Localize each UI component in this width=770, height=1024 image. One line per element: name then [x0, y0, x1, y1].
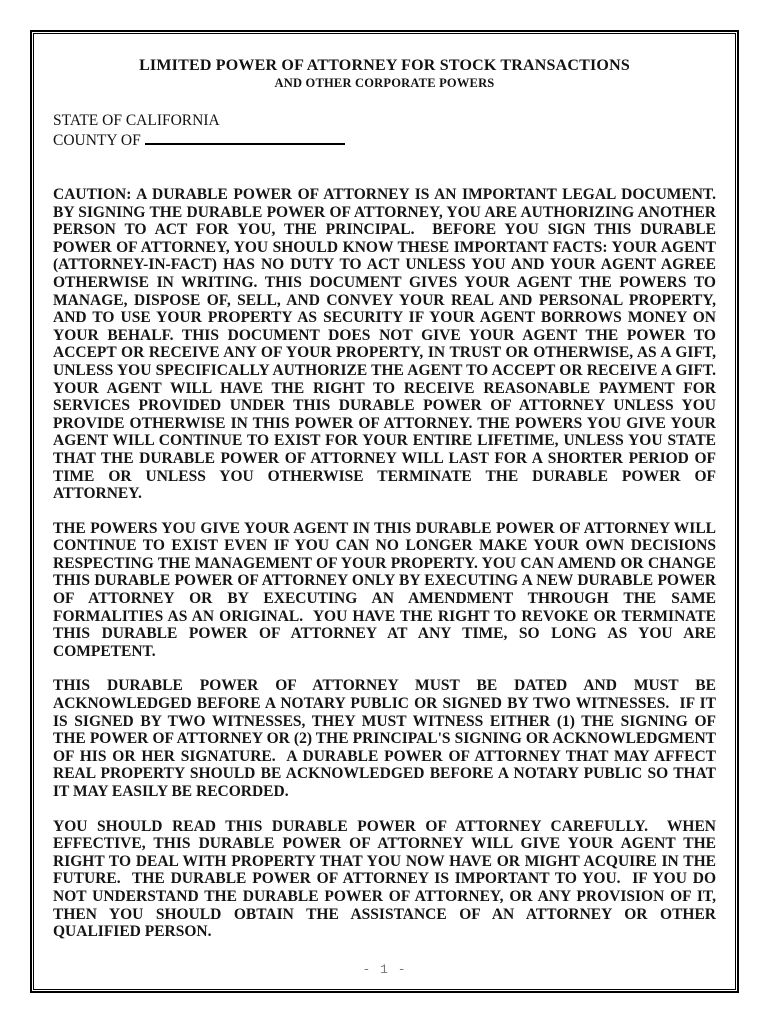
county-fill-in-line[interactable]: [145, 131, 345, 145]
document-subtitle: AND OTHER CORPORATE POWERS: [274, 76, 495, 90]
document-page-inner-border: [33, 33, 736, 990]
body-text: [53, 186, 720, 958]
jurisdiction-block: [53, 111, 716, 150]
document-page: [34, 34, 735, 989]
county-line: [53, 131, 716, 151]
document-title: LIMITED POWER OF ATTORNEY FOR STOCK TRANSACTIONS: [139, 57, 630, 74]
state-line: STATE OF CALIFORNIA: [53, 112, 220, 129]
read-carefully-paragraph: YOU SHOULD READ THIS DURABLE POWER OF ATTORNEY CAREFULLY. WHEN EFFECTIVE, THIS DURABLE POWER OF ATTORNEY WILL GIVE YOUR AGENT THE RIGHT TO DEAL WITH PROPERTY THAT YOU NOW HAVE OR MIGHT ACQUIRE IN THE FUTURE. THE DURABLE POWER OF ATTORNEY IS IMPORTANT TO YOU. IF YOU DO NOT UNDERSTAND THE DURABLE POWER OF ATTORNEY, OR ANY PROVISION OF IT, THEN YOU SHOULD OBTAIN THE ASSISTANCE OF AN ATTORNEY OR OTHER QUALIFIED PERSON.: [53, 817, 720, 941]
notary-witnesses-paragraph: THIS DURABLE POWER OF ATTORNEY MUST BE DATED AND MUST BE ACKNOWLEDGED BEFORE A NOTARY PUBLIC OR SIGNED BY TWO WITNESSES. IF IT IS SIGNED BY TWO WITNESSES, THEY MUST WITNESS EITHER (1) THE SIGNING OF THE POWER OF ATTORNEY OR (2) THE PRINCIPAL'S SIGNING OR ACKNOWLEDGMENT OF HIS OR HER SIGNATURE. A DURABLE POWER OF ATTORNEY THAT MAY AFFECT REAL PROPERTY SHOULD BE ACKNOWLEDGED BEFORE A NOTARY PUBLIC SO THAT IT MAY EASILY BE RECORDED.: [53, 677, 720, 800]
document-page-border: [30, 30, 739, 993]
continuing-powers-paragraph: THE POWERS YOU GIVE YOUR AGENT IN THIS DURABLE POWER OF ATTORNEY WILL CONTINUE TO EXIST EVEN IF YOU CAN NO LONGER MAKE YOUR OWN DECISIONS RESPECTING THE MANAGEMENT OF YOUR PROPERTY. YOU CAN AMEND OR CHANGE THIS DURABLE POWER OF ATTORNEY ONLY BY EXECUTING A NEW DURABLE POWER OF ATTORNEY OR BY EXECUTING AN AMENDMENT THROUGH THE SAME FORMALITIES AS AN ORIGINAL. YOU HAVE THE RIGHT TO REVOKE OR TERMINATE THIS DURABLE POWER OF ATTORNEY AT ANY TIME, SO LONG AS YOU ARE COMPETENT.: [53, 519, 720, 660]
caution-paragraph: CAUTION: A DURABLE POWER OF ATTORNEY IS AN IMPORTANT LEGAL DOCUMENT. BY SIGNING THE DURABLE POWER OF ATTORNEY, YOU ARE AUTHORIZING ANOTHER PERSON TO ACT FOR YOU, THE PRINCIPAL. BEFORE YOU SIGN THIS DURABLE POWER OF ATTORNEY, YOU SHOULD KNOW THESE IMPORTANT FACTS: YOUR AGENT (ATTORNEY-IN-FACT) HAS NO DUTY TO ACT UNLESS YOU AND YOUR AGENT AGREE OTHERWISE IN WRITING. THIS DOCUMENT GIVES YOUR AGENT THE POWERS TO MANAGE, DISPOSE OF, SELL, AND CONVEY YOUR REAL AND PERSONAL PROPERTY, AND TO USE YOUR PROPERTY AS SECURITY IF YOUR AGENT BORROWS MONEY ON YOUR BEHALF. THIS DOCUMENT DOES NOT GIVE YOUR AGENT THE POWER TO ACCEPT OR RECEIVE ANY OF YOUR PROPERTY, IN TRUST OR OTHERWISE, AS A GIFT, UNLESS YOU SPECIFICALLY AUTHORIZE THE AGENT TO ACCEPT OR RECEIVE A GIFT. YOUR AGENT WILL HAVE THE RIGHT TO RECEIVE REASONABLE PAYMENT FOR SERVICES PROVIDED UNDER THIS DURABLE POWER OF ATTORNEY UNLESS YOU PROVIDE OTHERWISE IN THIS POWER OF ATTORNEY. THE POWERS YOU GIVE YOUR AGENT WILL CONTINUE TO EXIST FOR YOUR ENTIRE LIFETIME, UNLESS YOU STATE THAT THE DURABLE POWER OF ATTORNEY WILL LAST FOR A SHORTER PERIOD OF TIME OR UNLESS YOU OTHERWISE TERMINATE THE DURABLE POWER OF ATTORNEY.: [53, 186, 720, 503]
county-label: COUNTY OF: [53, 131, 141, 149]
page-number: - 1 -: [362, 962, 407, 977]
